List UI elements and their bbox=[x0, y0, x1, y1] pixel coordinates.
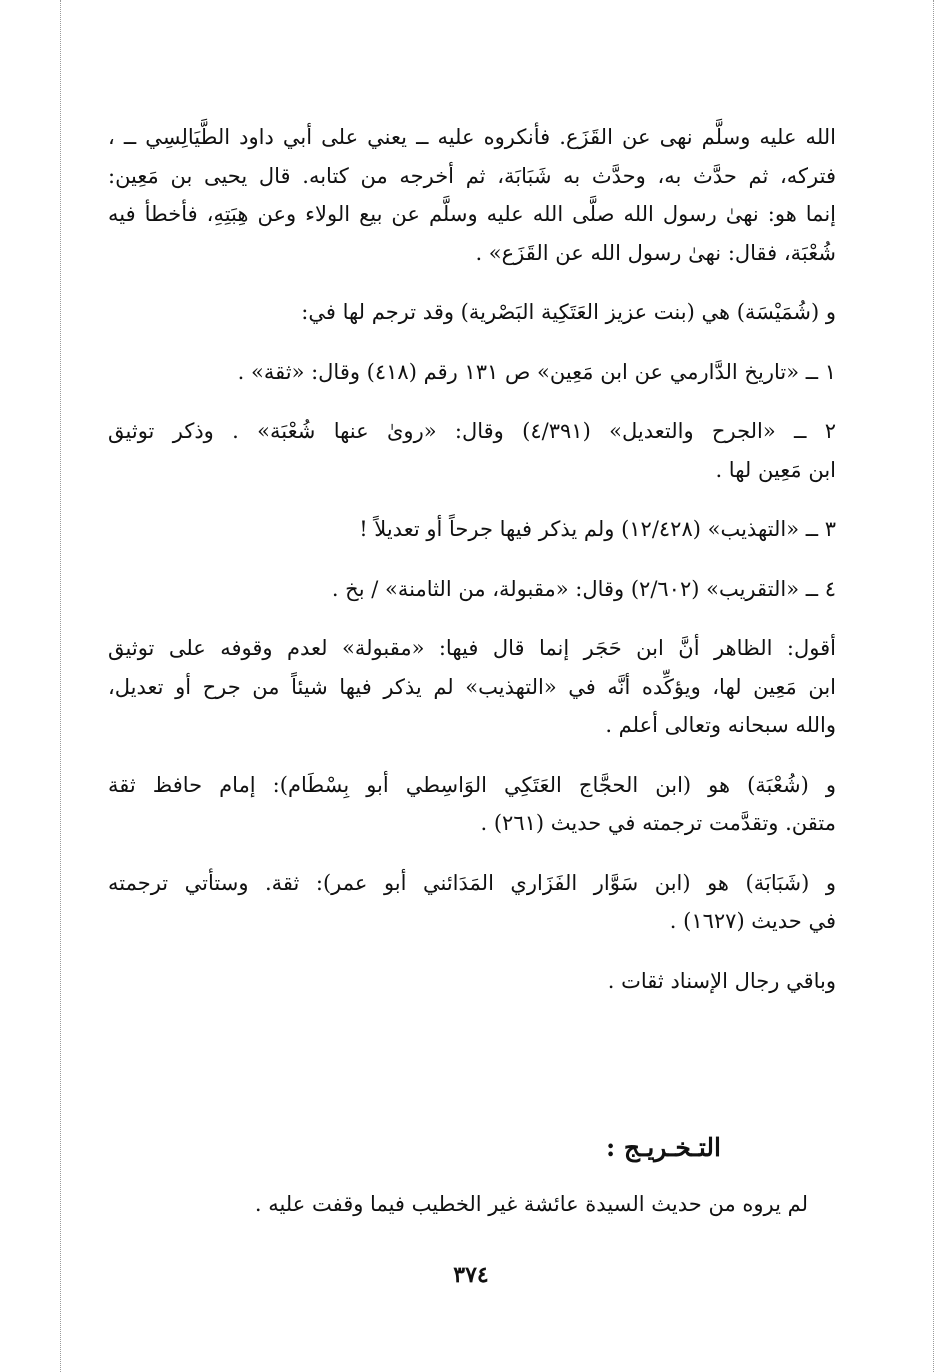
source-list-item-4 bbox=[108, 570, 836, 609]
scan-edge-right bbox=[933, 0, 934, 1372]
text-line: و (شَبَابَة) هو (ابن سَوَّار الفَزَاري المَدَائني أبو عمر): ثقة. وستأتي ترجمته bbox=[108, 870, 836, 895]
text-line: أقول: الظاهر أنَّ ابن حَجَر إنما قال فيها: «مقبولة» لعدم وقوفه على توثيق bbox=[108, 636, 836, 660]
text-line: الله عليه وسلَّم نهى عن القَزَع. فأنكروه عليه ــ يعني على أبي داود الطَّيَالِسِي ــ ، bbox=[108, 125, 836, 149]
document-page bbox=[108, 118, 836, 1021]
paragraph-continuation bbox=[108, 118, 836, 272]
text-line: ابن مَعِين لها . bbox=[715, 457, 836, 482]
text-line: و (شُعْبَة) هو (ابن الحجَّاج العَتَكِي الوَاسِطي أبو بِسْطَام): إمام حافظ ثقة bbox=[108, 772, 836, 797]
text-line: متقن. وتقدَّمت ترجمته في حديث (٢٦١) . bbox=[480, 811, 836, 835]
scan-edge-left bbox=[60, 0, 61, 1372]
source-list-item-2 bbox=[108, 412, 836, 489]
text-line: شُعْبَة، فقال: نهىٰ رسول الله عن القَزَع» . bbox=[475, 240, 836, 265]
section-heading: التـخـريـج : bbox=[605, 1133, 721, 1162]
text-line: إنما هو: نهىٰ رسول الله صلَّى الله عليه وسلَّم عن بيع الولاء وعن هِبَتِهِ، فأخطأ فيه bbox=[108, 202, 836, 226]
text-line: فتركه، ثم حدَّث به، وحدَّث به شَبَابَة، ثم أخرجه من كتابه. قال يحيى بن مَعِين: bbox=[108, 163, 836, 188]
text-line: ١ ــ «تاريخ الدَّارمي عن ابن مَعِين» ص ١٣١ رقم (٤١٨) وقال: «ثقة» . bbox=[237, 359, 836, 384]
takhrij-text: لم يروه من حديث السيدة عائشة غير الخطيب فيما وقفت عليه . bbox=[254, 1192, 808, 1216]
text-line: ٢ ــ «الجرح والتعديل» (٤/٣٩١) وقال: «روىٰ عنها شُعْبَة» . وذكر توثيق bbox=[108, 419, 836, 443]
paragraph-shumaysa bbox=[108, 293, 836, 332]
paragraph-remaining-narrators bbox=[108, 962, 836, 1001]
paragraph-shuba bbox=[108, 766, 836, 843]
text-line: وباقي رجال الإسناد ثقات . bbox=[607, 968, 836, 993]
text-line: في حديث (١٦٢٧) . bbox=[669, 909, 836, 933]
text-line: والله سبحانه وتعالى أعلم . bbox=[605, 713, 836, 737]
source-list-item-1 bbox=[108, 353, 836, 392]
source-list-item-3 bbox=[108, 510, 836, 549]
text-line: ابن مَعِين لها، ويؤكِّده أنَّه في «التهذيب» لم يذكر فيها شيئاً من جرح أو تعديل، bbox=[108, 674, 836, 699]
paragraph-commentary bbox=[108, 629, 836, 745]
text-line: و (شُمَيْسَة) هي (بنت عزيز العَتَكِية البَصْرية) وقد ترجم لها في: bbox=[301, 300, 836, 324]
text-line: ٤ ــ «التقريب» (٢/٦٠٢) وقال: «مقبولة، من الثامنة» / بخ . bbox=[331, 576, 836, 601]
text-line: ٣ ــ «التهذيب» (١٢/٤٢٨) ولم يذكر فيها جرحاً أو تعديلاً ! bbox=[359, 517, 836, 541]
paragraph-shababa bbox=[108, 864, 836, 941]
page-number: ٣٧٤ bbox=[453, 1262, 489, 1288]
